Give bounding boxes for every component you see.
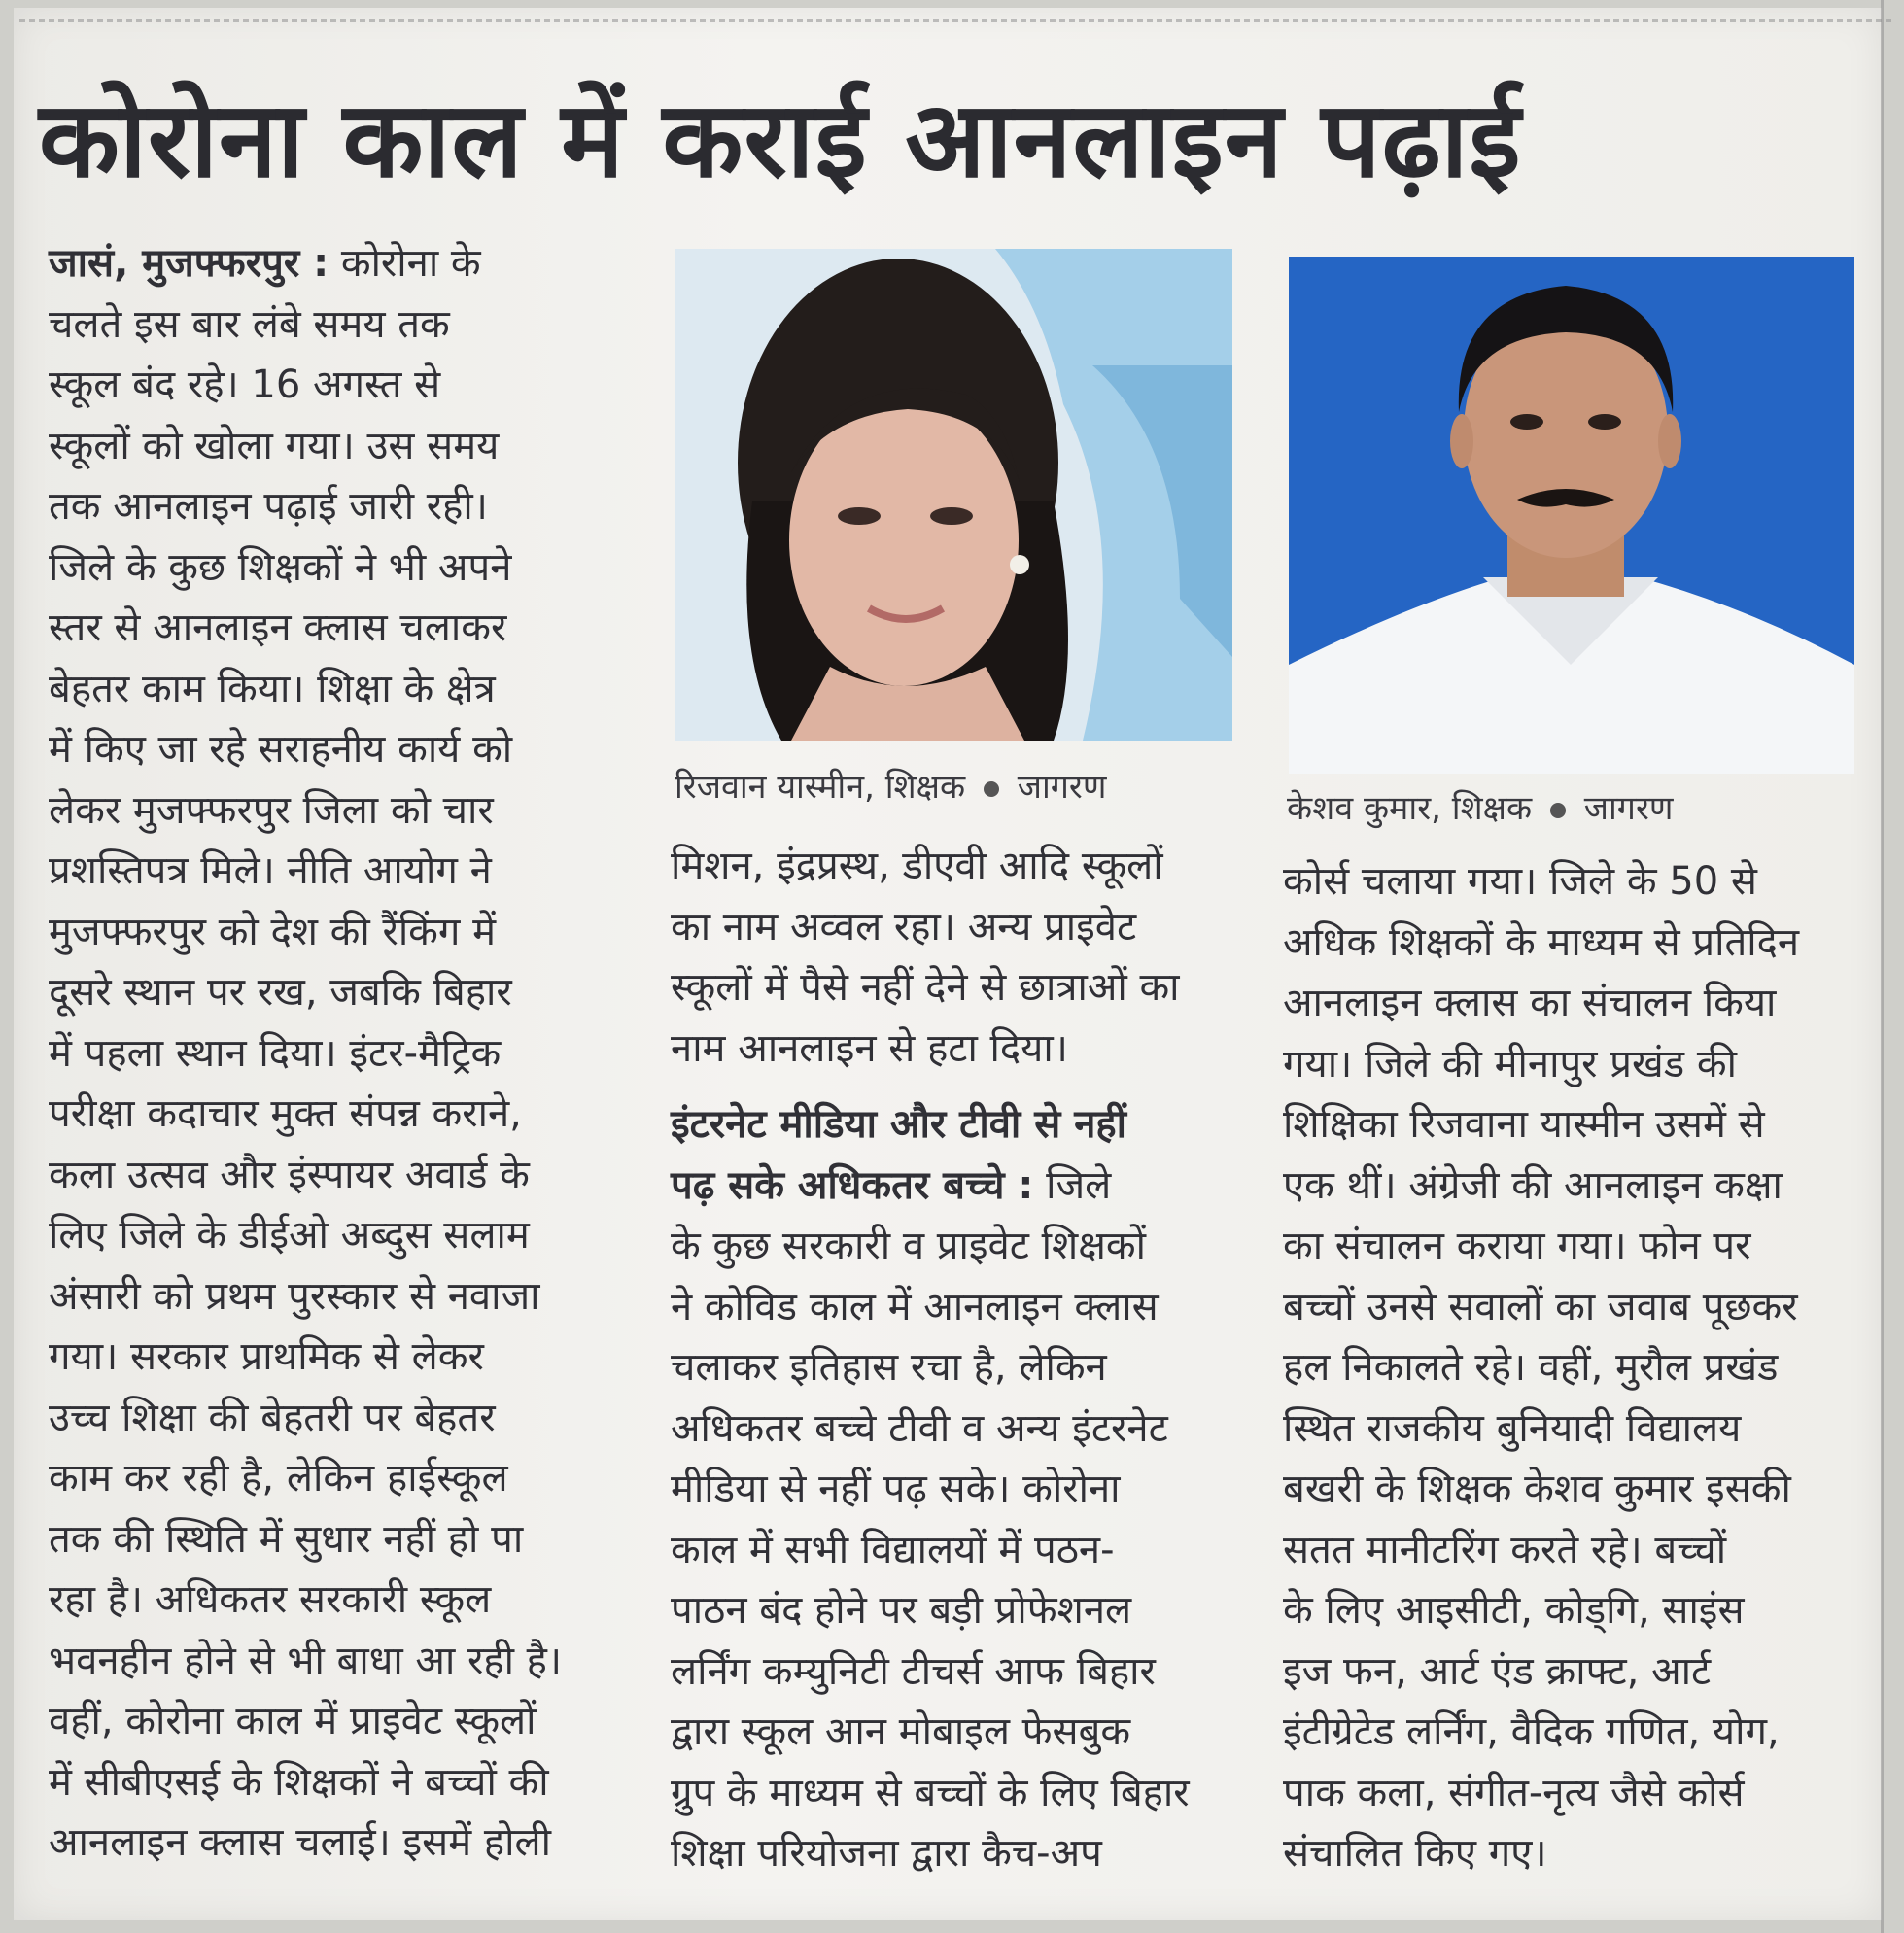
line: स्कूलों में पैसे नहीं देने से छात्राओं का: [671, 965, 1180, 1010]
line: चलाकर इतिहास रचा है, लेकिन: [671, 1345, 1107, 1390]
line: दूसरे स्थान पर रख, जबकि बिहार: [49, 970, 512, 1015]
line: चलते इस बार लंबे समय तक: [49, 301, 450, 347]
line: शिक्षिका रिजवाना यास्मीन उसमें से: [1283, 1102, 1765, 1147]
teacher-photo-rizwan-yasmin: [675, 249, 1232, 741]
line: स्कूल बंद रहे। 16 अगस्त से: [49, 362, 441, 407]
line: स्थित राजकीय बुनियादी विद्यालय: [1283, 1405, 1742, 1451]
line: का नाम अव्वल रहा। अन्य प्राइवेट: [671, 904, 1137, 949]
fold-line: [1881, 0, 1884, 1933]
bullet-dot-icon: [1550, 803, 1566, 818]
line: संचालित किए गए।: [1283, 1831, 1547, 1876]
line: मीडिया से नहीं पढ़ सके। कोरोना: [671, 1467, 1121, 1511]
line: अंसारी को प्रथम पुरस्कार से नवाजा: [49, 1273, 540, 1319]
line: लिए जिले के डीईओ अब्दुस सलाम: [49, 1213, 530, 1258]
line: के कुछ सरकारी व प्राइवेट शिक्षकों: [671, 1224, 1146, 1268]
line: बच्चों उनसे सवालों का जवाब पूछकर: [1283, 1284, 1798, 1329]
portrait-man-image: [1289, 257, 1854, 774]
line: इंटीग्रेटेड लर्निंग, वैदिक गणित, योग,: [1283, 1709, 1780, 1754]
line: के लिए आइसीटी, कोड्गि, साइंस: [1283, 1588, 1745, 1633]
bullet-dot-icon: [984, 781, 999, 797]
line: तक की स्थिति में सुधार नहीं हो पा: [49, 1516, 524, 1562]
line: बखरी के शिक्षक केशव कुमार इसकी: [1283, 1467, 1791, 1511]
spacer: [671, 1079, 1244, 1094]
line: बेहतर काम किया। शिक्षा के क्षेत्र: [49, 666, 496, 711]
photo2-caption: [1287, 784, 1673, 829]
line: हल निकालते रहे। वहीं, मुरौल प्रखंड: [1283, 1345, 1779, 1390]
line: तक आनलाइन पढ़ाई जारी रही।: [49, 484, 488, 529]
photo1-caption-credit: जागरण: [1017, 768, 1107, 807]
line: नाम आनलाइन से हटा दिया।: [671, 1025, 1068, 1071]
line: सतत मानीटरिंग करते रहे। बच्चों: [1283, 1527, 1727, 1572]
line: गया। जिले की मीनापुर प्रखंड की: [1283, 1041, 1737, 1087]
line: में किए जा रहे सराहनीय कार्य को: [49, 727, 513, 772]
line: मुजफ्फरपुर को देश की रैंकिंग में: [49, 909, 497, 954]
photo2-caption-name: केशव कुमार, शिक्षक: [1287, 789, 1533, 828]
line: काल में सभी विद्यालयों में पठन-: [671, 1527, 1115, 1572]
line: एक थीं। अंग्रेजी की आनलाइन कक्षा: [1283, 1162, 1783, 1208]
subheading-line-1: इंटरनेट मीडिया और टीवी से नहीं: [671, 1102, 1126, 1147]
line: कला उत्सव और इंस्पायर अवार्ड के: [49, 1152, 530, 1197]
line: में पहला स्थान दिया। इंटर-मैट्रिक: [49, 1030, 502, 1076]
line: शिक्षा परियोजना द्वारा कैच-अप: [671, 1831, 1102, 1876]
line: काम कर रही है, लेकिन हाईस्कूल: [49, 1456, 508, 1501]
line: उच्च शिक्षा की बेहतरी पर बेहतर: [49, 1395, 496, 1440]
line: प्रशस्तिपत्र मिले। नीति आयोग ने: [49, 848, 492, 893]
photo2-caption-credit: जागरण: [1583, 789, 1674, 828]
line: लेकर मुजफ्फरपुर जिला को चार: [49, 787, 494, 833]
dateline: जासं, मुजफ्फरपुर :: [49, 241, 329, 286]
line: इज फन, आर्ट एंड क्राफ्ट, आर्ट: [1283, 1648, 1712, 1694]
photo1-caption-name: रिजवान यास्मीन, शिक्षक: [675, 768, 966, 807]
photo1-caption: [675, 763, 1106, 808]
subheading-continuation: जिले: [1046, 1162, 1112, 1208]
article-column-2: [671, 836, 1244, 1884]
subheading-line-2: [671, 1156, 1244, 1217]
headline: कोरोना काल में कराई आनलाइन पढ़ाई: [39, 80, 1522, 201]
line: रहा है। अधिकतर सरकारी स्कूल: [49, 1577, 492, 1622]
line: का संचालन कराया गया। फोन पर: [1283, 1224, 1751, 1268]
article-column-3: [1283, 851, 1866, 1884]
line: स्कूलों को खोला गया। उस समय: [49, 423, 500, 468]
article-column-1: [49, 233, 622, 1874]
line: में सीबीएसई के शिक्षकों ने बच्चों की: [49, 1759, 549, 1805]
teacher-photo-keshav-kumar: [1289, 257, 1854, 774]
line: पाक कला, संगीत-नृत्य जैसे कोर्स: [1283, 1770, 1745, 1815]
line: गया। सरकार प्राथमिक से लेकर: [49, 1334, 484, 1379]
top-rule: [19, 19, 1895, 22]
line: वहीं, कोरोना काल में प्राइवेट स्कूलों: [49, 1699, 537, 1743]
article-line: [49, 233, 622, 294]
line: भवनहीन होने से भी बाधा आ रही है।: [49, 1638, 563, 1683]
line: अधिक शिक्षकों के माध्यम से प्रतिदिन: [1283, 919, 1800, 965]
line: द्वारा स्कूल आन मोबाइल फेसबुक: [671, 1709, 1131, 1754]
line: मिशन, इंद्रप्रस्थ, डीएवी आदि स्कूलों: [671, 844, 1163, 888]
line: लर्निंग कम्युनिटी टीचर्स आफ बिहार: [671, 1648, 1156, 1694]
subheading-text: पढ़ सके अधिकतर बच्चे :: [671, 1162, 1034, 1208]
line: आनलाइन क्लास का संचालन किया: [1283, 981, 1777, 1025]
line: जिले के कुछ शिक्षकों ने भी अपने: [49, 544, 512, 590]
line: अधिकतर बच्चे टीवी व अन्य इंटरनेट: [671, 1405, 1168, 1451]
line: परीक्षा कदाचार मुक्त संपन्न कराने,: [49, 1091, 522, 1136]
first-line-text: कोरोना के: [340, 241, 481, 286]
portrait-woman-image: [675, 249, 1232, 741]
line: ग्रुप के माध्यम से बच्चों के लिए बिहार: [671, 1770, 1190, 1815]
line: आनलाइन क्लास चलाई। इसमें होली: [49, 1820, 551, 1865]
line: ने कोविड काल में आनलाइन क्लास: [671, 1284, 1159, 1329]
line: पाठन बंद होने पर बड़ी प्रोफेशनल: [671, 1588, 1132, 1633]
line: स्तर से आनलाइन क्लास चलाकर: [49, 605, 507, 650]
line: कोर्स चलाया गया। जिले के 50 से: [1283, 859, 1757, 904]
